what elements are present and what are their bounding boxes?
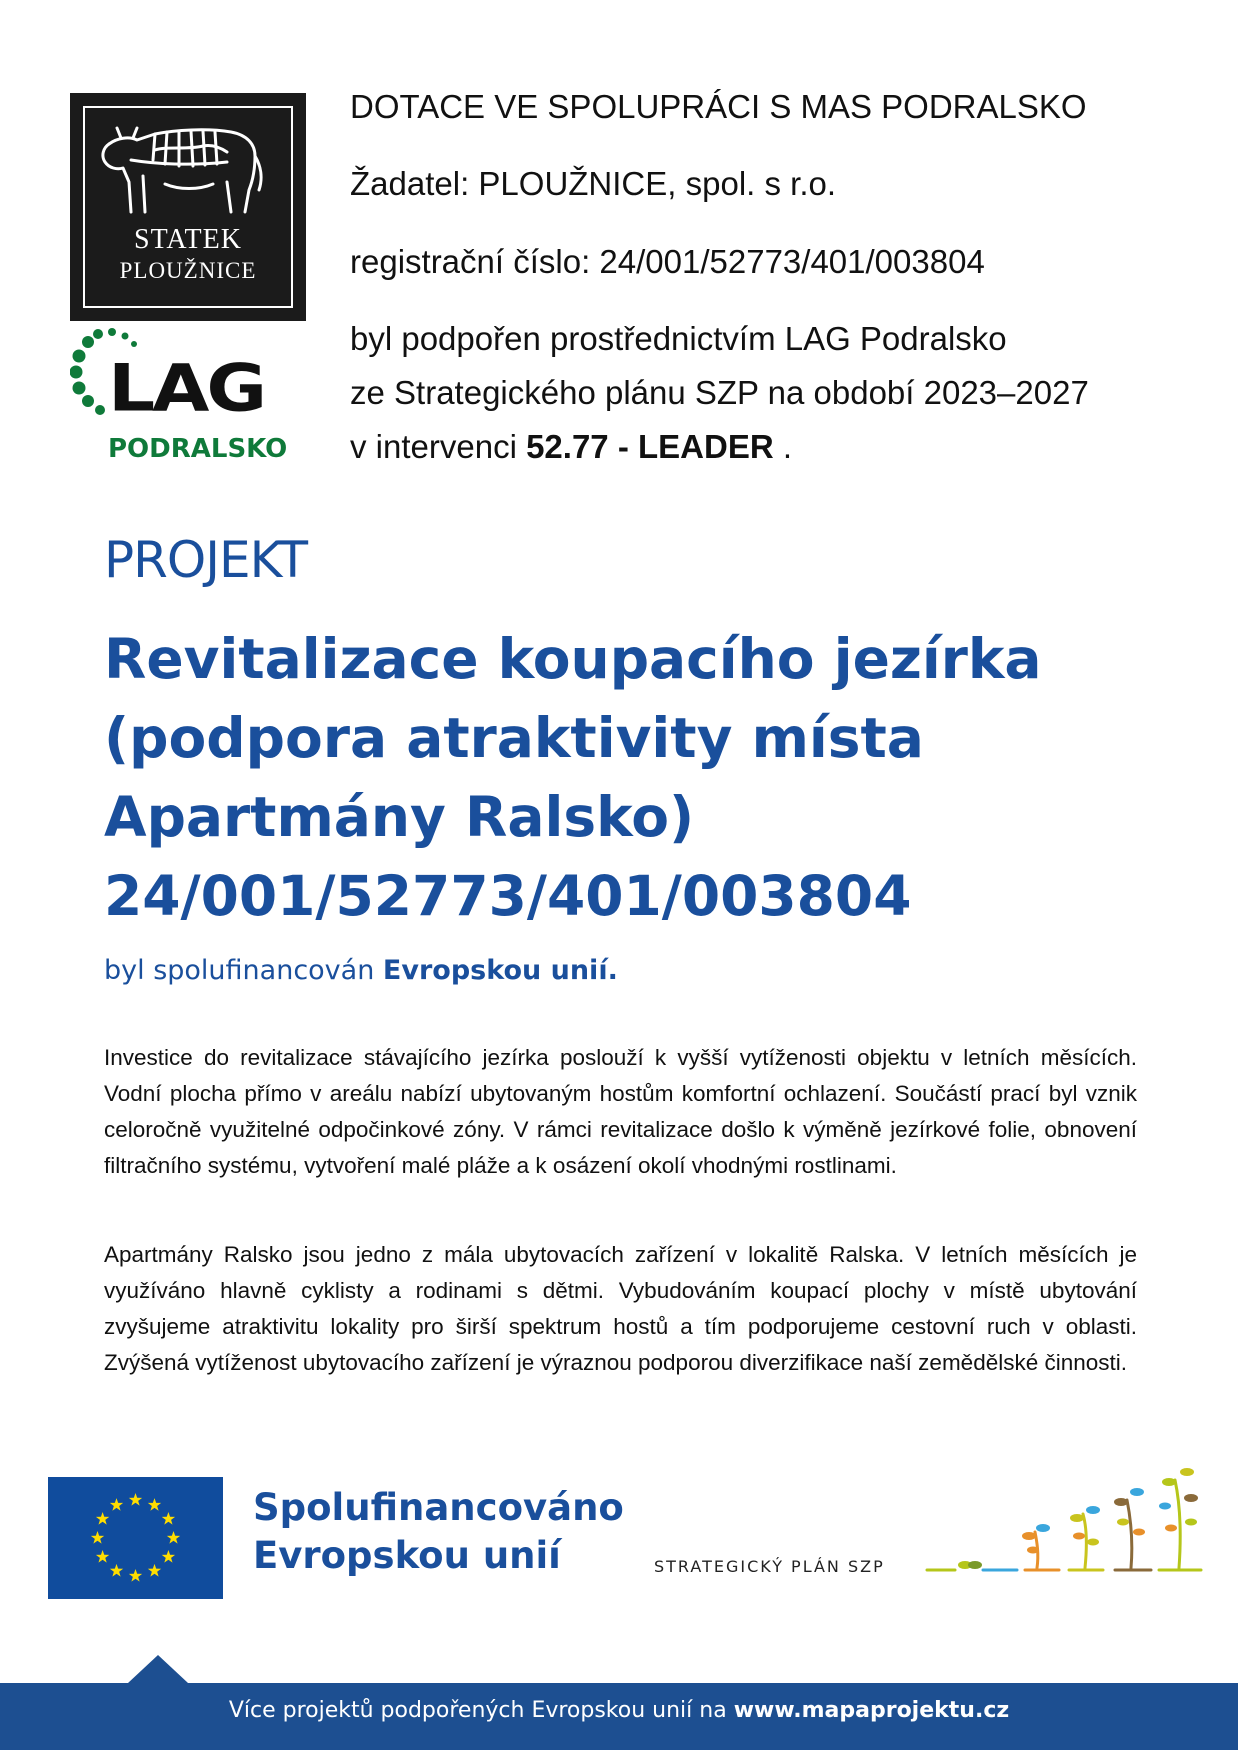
support-line-3 (350, 428, 792, 466)
eu-star-icon (162, 1550, 175, 1563)
plouznice-logo-text: PLOUŽNICE (119, 258, 257, 283)
footer-prefix: Více projektů podpořených Evropskou unií na (228, 1698, 734, 1723)
szp-plants-graphic (925, 1462, 1205, 1582)
eu-star-icon (162, 1512, 175, 1525)
footer-pointer (128, 1655, 188, 1683)
header-title: DOTACE VE SPOLUPRÁCI S MAS PODRALSKO (350, 88, 1087, 125)
cofinanced-eu: Evropskou unií. (382, 955, 618, 986)
project-number: 24/001/52773/401/003804 (104, 864, 912, 928)
eu-stars-icon (48, 1477, 223, 1599)
eu-star-icon (167, 1531, 180, 1544)
description-paragraph-1: Investice do revitalizace stávajícího jezírka poslouží k vyšší vytíženosti objektu v letních měsících. Vodní plocha přímo v areálu nabízí ubytovaným hostům komfortní ochlazení. Součástí prací byl vznik celoročně využitelné odpočinkové zóny. V rámci revitalizace došlo k výměně jezírkové folie, obnovení filtračního systému, vytvoření malé pláže a k osázení okolí vhodnými rostlinami. (104, 1045, 1137, 1178)
project-title (104, 620, 1104, 936)
project-title-line: Apartmány Ralsko) (104, 785, 695, 849)
eu-text-line-1: Spolufinancováno (253, 1486, 624, 1529)
eu-star-icon (129, 1569, 142, 1582)
eu-star-icon (110, 1498, 123, 1511)
registration-number-line: registrační číslo: 24/001/52773/401/003804 (350, 243, 985, 280)
lag-podralsko-logo (70, 328, 310, 463)
intervention-code: 52.77 - LEADER (526, 428, 774, 465)
intervention-suffix: . (773, 428, 793, 465)
eu-star-icon (110, 1564, 123, 1577)
eu-star-icon (91, 1531, 104, 1544)
cofinanced-line (104, 955, 618, 986)
eu-star-icon (148, 1498, 161, 1511)
intervention-prefix: v intervenci (350, 428, 527, 465)
eu-cofinanced-text (253, 1484, 624, 1580)
applicant-line: Žadatel: PLOUŽNICE, spol. s r.o. (350, 165, 837, 202)
eu-text-line-2: Evropskou unií (253, 1534, 561, 1577)
cofinanced-prefix: byl spolufinancován (104, 955, 383, 986)
project-title-line: Revitalizace koupacího jezírka (104, 627, 1042, 691)
eu-star-icon (129, 1493, 142, 1506)
footer-link[interactable]: www.mapaprojektu.cz (733, 1698, 1010, 1723)
project-label: PROJEKT (104, 531, 308, 589)
eu-star-icon (148, 1564, 161, 1577)
statek-plouznice-logo (70, 93, 306, 321)
support-line-2: ze Strategického plánu SZP na období 2023–2027 (350, 374, 1089, 411)
szp-label: STRATEGICKÝ PLÁN SZP (654, 1557, 885, 1576)
lag-logo-subtitle: PODRALSKO (108, 434, 288, 464)
support-line-1: byl podpořen prostřednictvím LAG Podralsko (350, 320, 1007, 357)
eu-star-icon (96, 1512, 109, 1525)
footer-text (0, 1698, 1238, 1723)
project-title-line: (podpora atraktivity místa (104, 706, 924, 770)
cow-icon (95, 120, 267, 218)
description-paragraph-2: Apartmány Ralsko jsou jedno z mála ubytovacích zařízení v lokalitě Ralska. V letních měsících je využíváno hlavně cyklisty a rodinami s dětmi. Vybudováním koupací plochy v místě ubytování zvyšujeme atraktivitu lokality pro širší spektrum hostů a tím podporujeme cestovní ruch v oblasti. Zvýšená vytíženost ubytovacího zařízení je výraznou podporou diverzifikace naší zemědělské činnosti. (104, 1242, 1137, 1375)
lag-logo-word: LAG (108, 350, 265, 427)
eu-star-icon (96, 1550, 109, 1563)
statek-logo-text: STATEK (134, 224, 242, 255)
eu-flag (48, 1477, 223, 1599)
